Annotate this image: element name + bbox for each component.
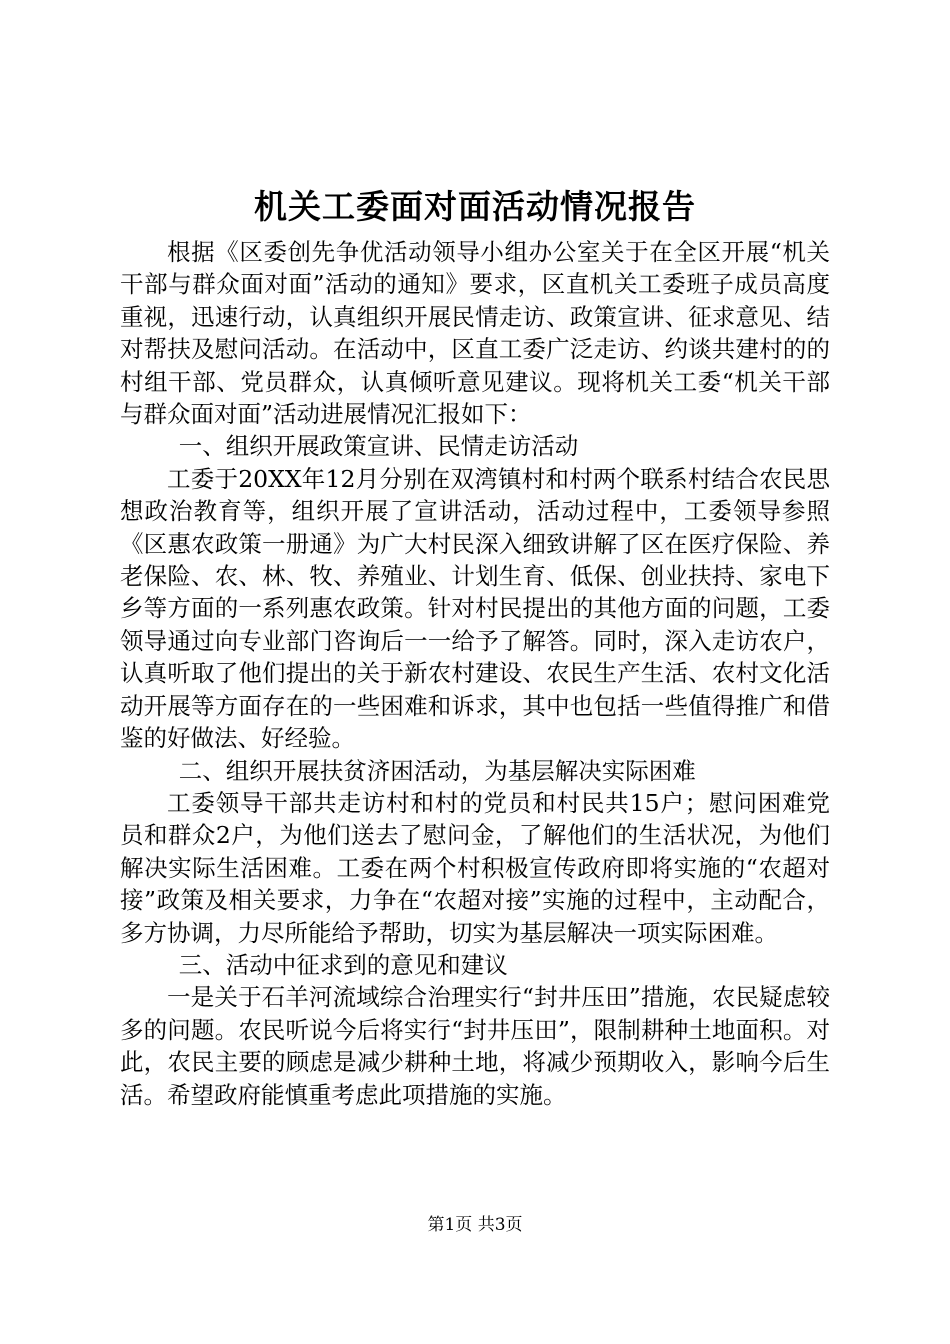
section-1-paragraph: 工委于20XX年12月分别在双湾镇村和村两个联系村结合农民思想政治教育等，组织开展了宣讲活动，活动过程中，工委领导参照《区惠农政策一册通》为广大村民深入细致讲解了区在医疗保险、养老保险、农、林、牧、养殖业、计划生育、低保、创业扶持、家电下乡等方面的一系列惠农政策。针对村民提出的其他方面的问题，工委领导通过向专业部门咨询后一一给予了解答。同时，深入走访农户，认真听取了他们提出的关于新农村建设、农民生产生活、农村文化活动开展等方面存在的一些困难和诉求，其中也包括一些值得推广和借鉴的好做法、好经验。 [120, 464, 830, 753]
section-2-paragraph: 工委领导干部共走访村和村的党员和村民共15户；慰问困难党员和群众2户，为他们送去了慰问金，了解他们的生活状况，为他们解决实际生活困难。工委在两个村积极宣传政府即将实施的“农超对接”政策及相关要求，力争在“农超对接”实施的过程中，主动配合，多方协调，力尽所能给予帮助，切实为基层解决一项实际困难。 [120, 788, 830, 947]
section-3-paragraph: 一是关于石羊河流域综合治理实行“封井压田”措施，农民疑虑较多的问题。农民听说今后将实行“封井压田”，限制耕种土地面积。对此，农民主要的顾虑是减少耕种土地，将减少预期收入，影响今后生活。希望政府能慎重考虑此项措施的实施。 [120, 983, 830, 1109]
section-heading-1: 一、组织开展政策宣讲、民情走访活动 [178, 432, 579, 461]
section-heading-2: 二、组织开展扶贫济困活动，为基层解决实际困难 [178, 756, 696, 785]
intro-paragraph: 根据《区委创先争优活动领导小组办公室关于在全区开展“机关干部与群众面对面”活动的通知》要求，区直机关工委班子成员高度重视，迅速行动，认真组织开展民情走访、政策宣讲、征求意见、结对帮扶及慰问活动。在活动中，区直工委广泛走访、约谈共建村的的村组干部、党员群众，认真倾听意见建议。现将机关工委“机关干部与群众面对面”活动进展情况汇报如下： [120, 238, 830, 429]
section-heading-3: 三、活动中征求到的意见和建议 [178, 950, 508, 979]
document-body [120, 236, 830, 1111]
document-title: 机关工委面对面活动情况报告 [254, 187, 696, 226]
page-number-footer: 第1页 共3页 [427, 1215, 523, 1235]
